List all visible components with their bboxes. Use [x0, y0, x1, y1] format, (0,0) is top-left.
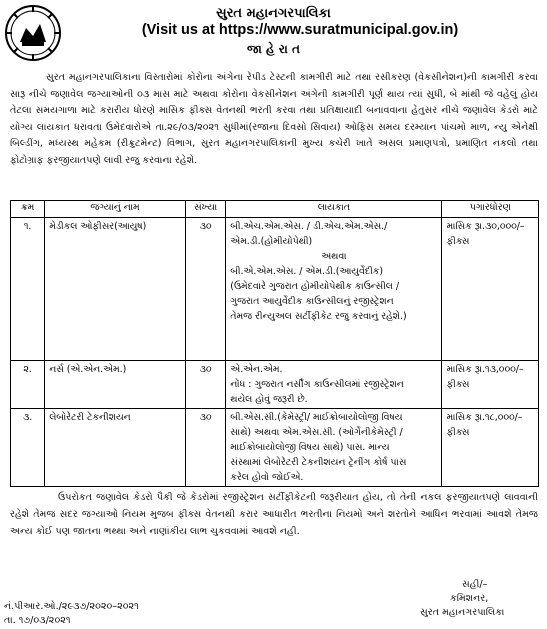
salary-type: ફીક્સ: [446, 427, 470, 438]
website-text: (Visit us at https://www.suratmunicipal.gov.in): [141, 22, 459, 38]
reference-date: તા. ૧૭/૦૩/૨૦૨૧: [4, 615, 71, 626]
qualification-line: એ.એન.એમ.: [230, 364, 283, 375]
table-row: [11, 361, 539, 409]
column-header-salary: પગારધોરણ: [442, 201, 539, 218]
qualification-line: માઈક્રોબાયોલોજી વિષય સાથે) પાસ. માન્ય: [230, 442, 390, 453]
reference-number: નં.પીઆર.ઓ./૨૯૩૭/૨૦૨૦–૨૦૨૧: [4, 601, 139, 612]
notice-header: [0, 0, 547, 66]
table-row: [11, 218, 539, 361]
count-cell: ૩૦: [185, 361, 225, 409]
qualification-cell: [226, 218, 442, 361]
post-cell: મેડીકલ ઓફીસર(આયુષ): [45, 218, 186, 361]
salary-type: ફીક્સ: [446, 236, 470, 247]
salary-amount: માસિક રૂા.૩૦,૦૦૦/–: [446, 221, 525, 232]
qualification-line: અથવા: [321, 251, 347, 262]
post-cell: લેબોરેટરી ટેકનીશયન: [45, 409, 186, 487]
signatory-organisation: સુરત મહાનગરપાલિકા: [420, 607, 505, 618]
signature-block: [420, 578, 540, 620]
count-cell: ૩૦: [185, 409, 225, 487]
vacancy-table: [10, 200, 539, 487]
footer-paragraph: ઉપરોકત જણાવેલ કેડરો પૈકી જે કેડરોમાં રજીસ્ટ્રેશન સર્ટીફીકેટની જરૂરીયાત હોય, તો તેની નકલ ફરજીયાતપણે લાવવાની રહેશે તેમજ સદર જગ્યાઓ નિયમ મુજબ ફીક્સ વેતનથી કરાર આધારીત ભરતીના નિયમો અને શરતોને આધિન ભરવામાં આવશે તેમજ અન્ય કોઈ પણ જાતના ભથ્થા અને નાણાંકીય લાભ ચુકવવામાં આવશે નહી.: [10, 492, 538, 537]
salary-cell: [442, 409, 539, 487]
column-header-qualification: લાયકાત: [226, 201, 442, 218]
table-row: [11, 409, 539, 487]
count-cell: ૩૦: [185, 218, 225, 361]
column-header-serial: ક્રમ: [11, 201, 45, 218]
qualification-line: ગુજરાત આયુર્વેદીક કાઉન્સીલનું રજીસ્ટ્રેશન: [230, 296, 394, 307]
qualification-line: બી.એચ.એમ.એસ. / ડી.એચ.એમ.એસ./: [230, 221, 388, 232]
salary-cell: [442, 218, 539, 361]
qualification-line: કરેલ હોવો જોઈએ.: [230, 472, 304, 483]
page-title: સુરત મહાનગરપાલિકા: [216, 6, 331, 21]
intro-paragraph: સુરત મહાનગરપાલિકાના વિસ્તારોમાં કોરોના અંગેના રેપીડ ટેસ્ટની કામગીરી માટે તથા રસીકરણ (વેકસીનેશન)ની કામગીરી કરવા સારૂ નીચે જણાવેલ જગ્યાઓની ૦૩ માસ માટે અથવા કોરોના વેકસીનેશન અંગેની કામગીરી પૂર્ણ થાય ત્યાં સુધી, બે માંથી જે વહેલું હોય તેટલા સમયગાળા માટે કરારીય ધોરણે માસિક ફીક્સ વેતનથી ભરતી કરવા તથા પ્રતિક્ષાયાદી બનાવવાના હેતુસર નીચે જણાવેલ કેડરો માટે યોગ્ય લાયકાત ધરાવતા ઉમેદવારોએ તા.૨૯/૦૩/૨૦૨૧ સુધીમાં(રજાના દિવસો સિવાય) ઓફિસ સમય દરમ્યાન પાંચમો માળ, ન્યુ એનેક્ષી બિલ્ડીંગ, મધ્યસ્થ મહેકમ (રીક્રુટમેન્ટ) વિભાગ, સુરત મહાનગરપાલિકાની મુખ્ય કચેરી ખાતે અસલ પ્રમાણપત્રો, પ્રમાણિત નકલો તથા ફોટોગ્રાફ ફરજીયાતપણે લાવી રજુ કરવાના રહેશે.: [10, 72, 538, 166]
post-cell: નર્સ (એ.એન.એમ.): [45, 361, 186, 409]
qualification-line: બી.એ.એમ.એસ. / એમ.ડી.(આયુર્વેદીક): [230, 266, 384, 277]
qualification-line: બી.એસ.સી.(કેમેસ્ટ્રી/ માઈક્રોબાયોલોજી વિષય: [230, 412, 403, 423]
qualification-line: (ઉમેદવારે ગુજરાત હોમીયોપેથીક કાઉન્સીલ /: [230, 281, 400, 292]
serial-cell: ૨.: [11, 361, 45, 409]
qualification-line: એમ.ડી.(હોમીયોપેથી): [230, 236, 313, 247]
signatory-designation: કમિશનર,: [450, 593, 489, 604]
qualification-line: તેમજ રીન્યુઅલ સર્ટીફીકેટ રજુ કરવાનું રહેશે.): [230, 311, 407, 322]
salary-type: ફીક્સ: [446, 379, 470, 390]
serial-cell: ૩.: [11, 409, 45, 487]
notice-heading: જા હે રા ત: [247, 42, 300, 56]
salary-amount: માસિક રૂા.૧૩,૦૦૦/–: [446, 364, 524, 375]
qualification-line: સંસ્થામાં લેબોરેટરી ટેકનીશયન ટ્રેનીંગ કોર્ષ પાસ: [230, 457, 407, 468]
qualification-cell: [226, 361, 442, 409]
serial-cell: ૧.: [11, 218, 45, 361]
column-header-post: જગ્યાનું નામ: [45, 201, 186, 218]
qualification-line: થયેલ હોવું જરૂરી છે.: [230, 394, 308, 405]
reference-block: [4, 600, 204, 628]
signature-mark: સહી/–: [462, 579, 488, 590]
column-header-count: સંખ્યા: [185, 201, 225, 218]
table-header-row: [11, 201, 539, 218]
qualification-cell: [226, 409, 442, 487]
qualification-line: સાથે) અથવા એમ.એસ.સી. (ઓર્ગેનીકેમેસ્ટ્રી /: [230, 427, 403, 438]
qualification-line: નોંધ : ગુજરાત નર્સીંગ કાઉન્સીલમાં રજીસ્ટ્રેશન: [230, 379, 404, 390]
salary-amount: માસિક રૂા.૧૮,૦૦૦/–: [446, 412, 523, 423]
salary-cell: [442, 361, 539, 409]
